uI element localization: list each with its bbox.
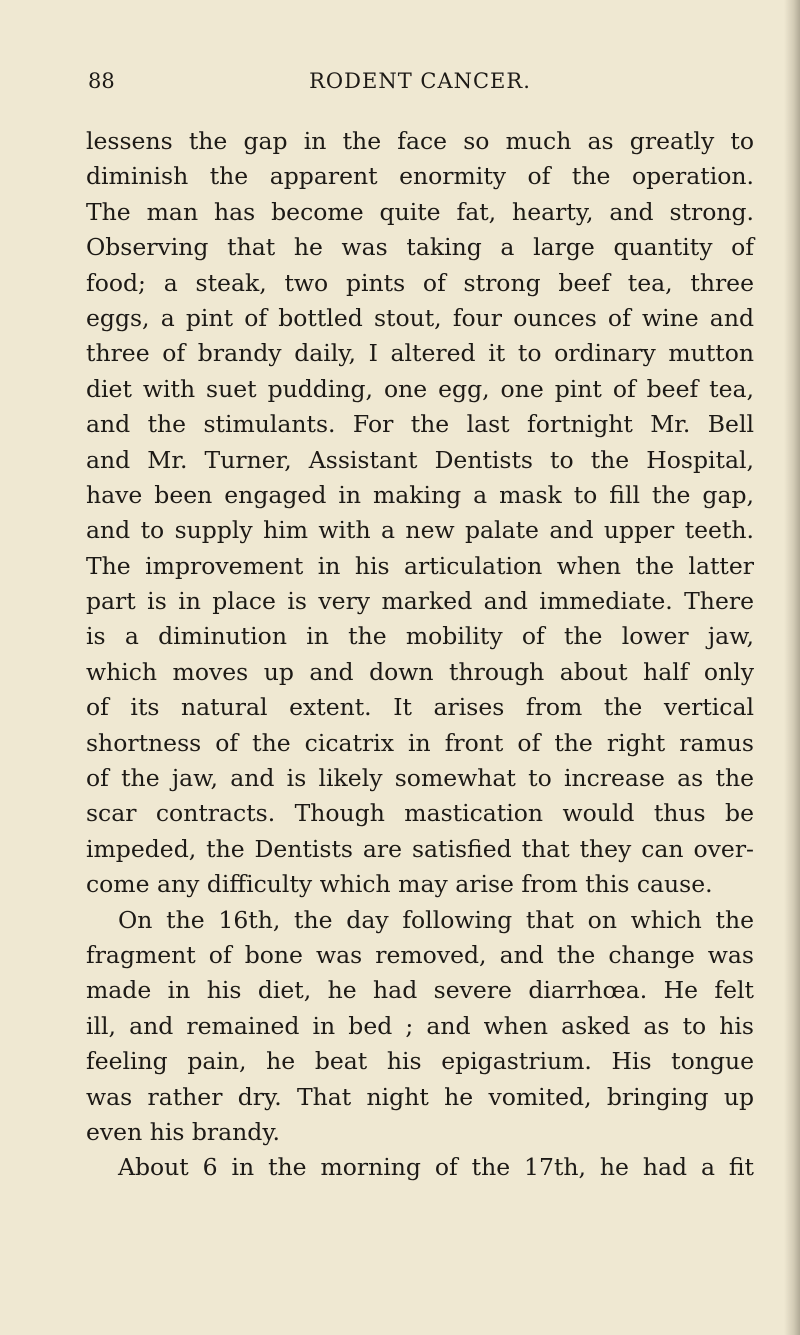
page-number: 88 — [88, 69, 115, 93]
text-line: and to supply him with a new palate and upper teeth. — [86, 516, 754, 545]
text-line: eggs, a pint of bottled stout, four ounces of wine and — [86, 303, 754, 332]
text-line: shortness of the cicatrix in front of the right ramus — [86, 728, 754, 757]
text-line: The improvement in his articulation when the latter — [86, 551, 754, 580]
text-line: was rather dry. That night he vomited, bringing up — [86, 1082, 754, 1111]
text-line: three of brandy daily, I altered it to ordinary mutton — [86, 339, 754, 368]
text-line: ill, and remained in bed ; and when asked as to his — [86, 1011, 754, 1040]
text-line: made in his diet, he had severe diarrhœa. He felt — [86, 976, 754, 1005]
page-edge-shadow — [784, 0, 800, 1335]
text-line: Observing that he was taking a large quantity of — [86, 233, 754, 262]
text-line: feeling pain, he beat his epigastrium. His tongue — [86, 1047, 754, 1076]
body-text — [86, 124, 754, 1186]
text-line: come any difficulty which may arise from this cause. — [86, 870, 713, 899]
text-line: scar contracts. Though mastication would thus be — [86, 799, 754, 828]
text-line: impeded, the Dentists are satisfied that they can over- — [86, 834, 754, 863]
text-line: even his brandy. — [86, 1117, 280, 1146]
text-line: of the jaw, and is likely somewhat to increase as the — [86, 764, 754, 793]
text-line: have been engaged in making a mask to fill the gap, — [86, 480, 754, 509]
text-line: and Mr. Turner, Assistant Dentists to the Hospital, — [86, 445, 754, 474]
text-line: diminish the apparent enormity of the operation. — [86, 162, 754, 191]
text-line: food; a steak, two pints of strong beef tea, three — [86, 268, 754, 297]
text-line: which moves up and down through about half only — [86, 657, 754, 686]
text-line: diet with suet pudding, one egg, one pint of beef tea, — [86, 374, 754, 403]
text-line: part is in place is very marked and immediate. There — [86, 587, 754, 616]
text-line: and the stimulants. For the last fortnight Mr. Bell — [86, 410, 754, 439]
paragraph-start-line: About 6 in the morning of the 17th, he had a fit — [118, 1153, 754, 1182]
text-line: lessens the gap in the face so much as greatly to — [86, 127, 754, 155]
paragraph-start-line: On the 16th, the day following that on which the — [118, 905, 754, 934]
text-line: The man has become quite fat, hearty, and strong. — [86, 197, 754, 226]
text-line: of its natural extent. It arises from the vertical — [86, 693, 754, 722]
page-header — [88, 66, 752, 96]
text-line: is a diminution in the mobility of the lower jaw, — [86, 622, 754, 651]
running-head: RODENT CANCER. — [309, 69, 531, 93]
text-line: fragment of bone was removed, and the change was — [86, 940, 754, 969]
